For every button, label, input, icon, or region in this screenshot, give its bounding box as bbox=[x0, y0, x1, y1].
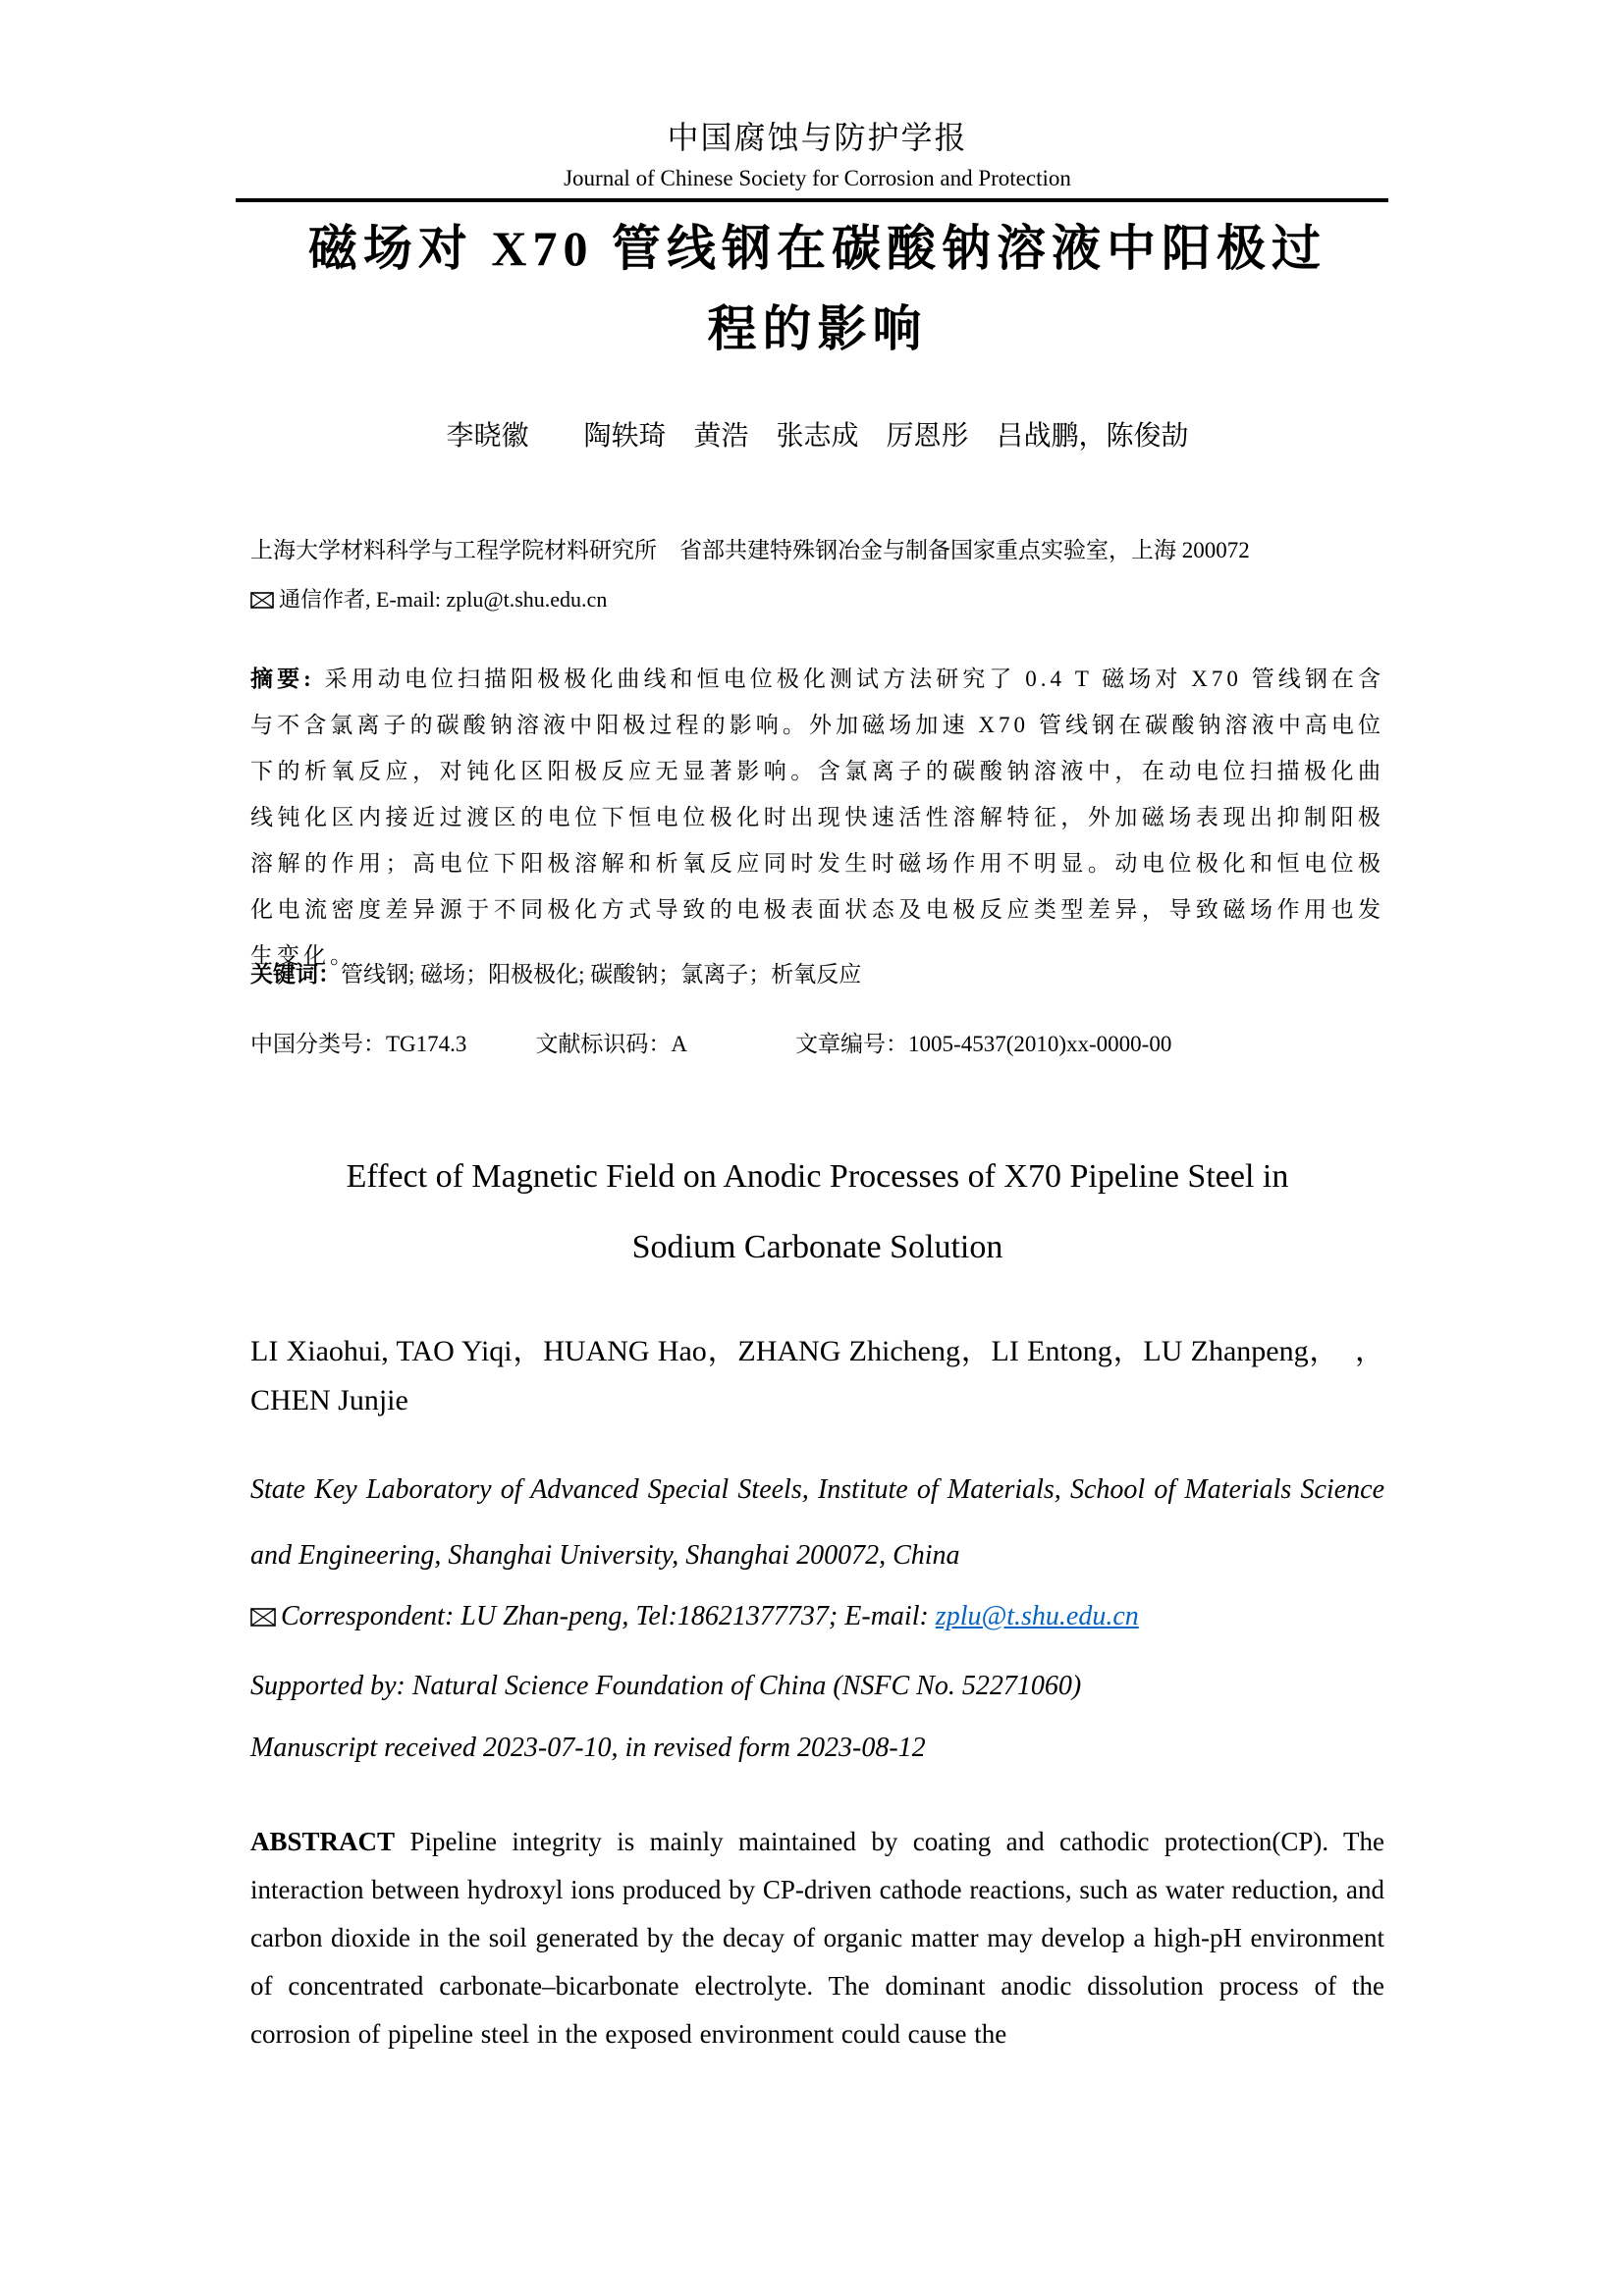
affiliation-en: State Key Laboratory of Advanced Special Steels, Institute of Materials, School of Materials Science and Engineering, Shanghai University, Shanghai 200072, China bbox=[250, 1474, 1384, 1571]
correspondent-cn-text: 通信作者, E-mail: bbox=[279, 587, 447, 612]
keywords-cn-text: 管线钢; 磁场；阳极极化; 碳酸钠；氯离子；析氧反应 bbox=[341, 962, 862, 987]
authors-cn: 李晓徽 陶轶琦 黄浩 张志成 厉恩彤 吕战鹏，陈俊劼 bbox=[446, 421, 1189, 452]
envelope-icon bbox=[250, 592, 274, 609]
manuscript-dates: Manuscript received 2023-07-10, in revised form 2023-08-12 bbox=[250, 1733, 926, 1763]
doc-code-value: A bbox=[671, 1032, 688, 1056]
envelope-icon bbox=[250, 1608, 276, 1627]
journal-name-en: Journal of Chinese Society for Corrosion and Protection bbox=[564, 166, 1071, 190]
correspondent-cn-email: zplu@t.shu.edu.cn bbox=[446, 587, 608, 612]
article-no-label: 文章编号： bbox=[795, 1032, 909, 1056]
journal-name-cn: 中国腐蚀与防护学报 bbox=[667, 120, 968, 155]
correspondent-email-link[interactable]: zplu@t.shu.edu.cn bbox=[935, 1601, 1139, 1631]
correspondent-cn bbox=[250, 584, 1384, 615]
correspondent-en bbox=[250, 1597, 1384, 1636]
abstract-cn-label: 摘要: bbox=[250, 667, 315, 691]
article-title-cn bbox=[250, 208, 1384, 369]
article-title-en-line2: Sodium Carbonate Solution bbox=[631, 1229, 1003, 1265]
abstract-en bbox=[250, 1818, 1384, 2058]
clc-value: TG174.3 bbox=[386, 1032, 467, 1056]
abstract-cn-text: 采用动电位扫描阳极极化曲线和恒电位极化测试方法研究了 0.4 T 磁场对 X70 管线钢在含与不含氯离子的碳酸钠溶液中阳极过程的影响。外加磁场加速 X70 管线钢在碳酸钠溶液中高电位下的析氧反应，对钝化区阳极反应无显著影响。含氯离子的碳酸钠溶液中，在动电位扫描极化曲线钝化区内接近过渡区的电位下恒电位极化时出现快速活性溶解特征，外加磁场表现出抑制阳极溶解的作用；高电位下阳极溶解和析氧反应同时发生时磁场作用不明显。动电位极化和恒电位极化电流密度差异源于不同极化方式导致的电极表面状态及电极反应类型差异，导致磁场作用也发生变化。 bbox=[250, 667, 1385, 968]
article-title-en-line1: Effect of Magnetic Field on Anodic Processes of X70 Pipeline Steel in bbox=[346, 1158, 1289, 1195]
keywords-cn-label: 关键词： bbox=[250, 962, 341, 987]
header-divider bbox=[236, 198, 1388, 202]
article-title-cn-line1: 磁场对 X70 管线钢在碳酸钠溶液中阳极过 bbox=[307, 221, 1327, 276]
authors-en: LI Xiaohui, TAO Yiqi，HUANG Hao，ZHANG Zhicheng，LI Entong，LU Zhanpeng， ，CHEN Junjie bbox=[250, 1335, 1384, 1416]
clc-label: 中国分类号： bbox=[250, 1032, 386, 1056]
affiliation-cn: 上海大学材料科学与工程学院材料研究所 省部共建特殊钢冶金与制备国家重点实验室，上海 200072 bbox=[250, 538, 1250, 562]
abstract-en-text: Pipeline integrity is mainly maintained by coating and cathodic protection(CP). The interaction between hydroxyl ions produced by CP-driven cathode reactions, such as water reduction, and carbon dioxide in the soil generated by the decay of organic matter may develop a high-pH environment of concentrated carbonate–bicarbonate electrolyte. The dominant anodic dissolution process of the corrosion of pipeline steel in the exposed environment could cause the bbox=[250, 1827, 1385, 2049]
classification-line bbox=[250, 1029, 1384, 1060]
supported-by: Supported by: Natural Science Foundation of China (NSFC No. 52271060) bbox=[250, 1671, 1082, 1701]
article-title-en bbox=[250, 1142, 1384, 1283]
article-title-cn-line2: 程的影响 bbox=[707, 301, 928, 356]
article-no-value: 1005-4537(2010)xx-0000-00 bbox=[908, 1032, 1172, 1056]
correspondent-en-text: Correspondent: LU Zhan-peng, Tel:18621377737; E-mail: bbox=[281, 1601, 936, 1631]
abstract-en-label: ABSTRACT bbox=[250, 1827, 396, 1856]
keywords-cn bbox=[250, 959, 1384, 990]
doc-code-label: 文献标识码： bbox=[535, 1032, 672, 1056]
abstract-cn bbox=[250, 656, 1384, 979]
